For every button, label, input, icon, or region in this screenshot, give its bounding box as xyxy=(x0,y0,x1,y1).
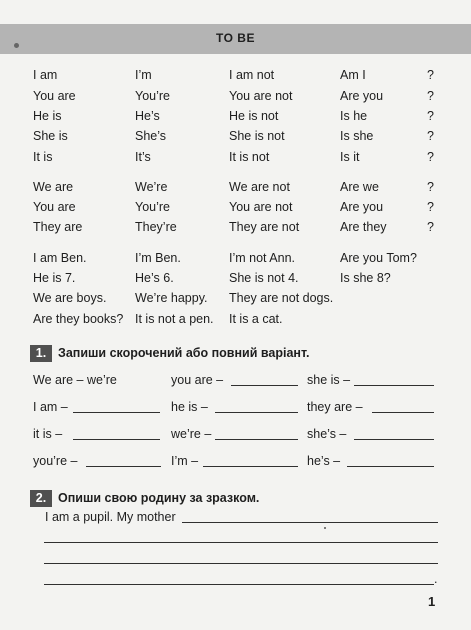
exercise-prompt: she’s – xyxy=(307,427,347,441)
conj-full: He is xyxy=(33,109,62,123)
exercise-prompt: I am – xyxy=(33,400,68,414)
answer-blank[interactable] xyxy=(231,385,298,386)
conj-negative: You are not xyxy=(229,200,293,214)
conj-negative: He is not xyxy=(229,109,279,123)
example-cell: Is she 8? xyxy=(340,271,391,285)
conj-full: They are xyxy=(33,220,83,234)
conj-question: Are you xyxy=(340,89,384,103)
conj-question: Is he xyxy=(340,109,368,123)
header-bar xyxy=(0,24,471,54)
conj-question: Is it xyxy=(340,150,360,164)
conj-question: Are we xyxy=(340,180,379,194)
conj-negative: You are not xyxy=(229,89,293,103)
exercise-prompt: he’s – xyxy=(307,454,341,468)
question-mark: ? xyxy=(427,180,434,194)
stray-dot xyxy=(324,527,326,529)
question-mark: ? xyxy=(427,129,434,143)
answer-blank[interactable] xyxy=(203,466,298,467)
answer-blank[interactable] xyxy=(73,412,160,413)
conj-short: I’m xyxy=(135,68,152,82)
exercise-prompt: I’m – xyxy=(171,454,199,468)
exercise-number-badge: 1. xyxy=(30,345,52,362)
conj-negative: She is not xyxy=(229,129,285,143)
answer-blank[interactable] xyxy=(354,385,434,386)
conj-negative: I am not xyxy=(229,68,275,82)
example-cell: I am Ben. xyxy=(33,251,87,265)
exercise-example: We are – we’re xyxy=(33,373,117,387)
question-mark: ? xyxy=(427,150,434,164)
example-cell: We’re happy. xyxy=(135,291,208,305)
exercise-number-badge: 2. xyxy=(30,490,52,507)
conj-full: It is xyxy=(33,150,53,164)
conj-short: She’s xyxy=(135,129,167,143)
question-mark: ? xyxy=(427,68,434,82)
conj-full: We are xyxy=(33,180,74,194)
answer-blank[interactable] xyxy=(372,412,434,413)
writing-line[interactable] xyxy=(182,522,438,523)
example-cell: I’m Ben. xyxy=(135,251,181,265)
writing-line[interactable] xyxy=(44,584,434,585)
conj-full: You are xyxy=(33,200,76,214)
answer-blank[interactable] xyxy=(215,439,298,440)
conj-negative: It is not xyxy=(229,150,270,164)
exercise-prompt: it is – xyxy=(33,427,63,441)
exercise-prompt: you’re – xyxy=(33,454,78,468)
conj-question: Are they xyxy=(340,220,387,234)
answer-blank[interactable] xyxy=(73,439,160,440)
example-cell: Are you Tom? xyxy=(340,251,417,265)
exercise-prompt: he is – xyxy=(171,400,208,414)
exercise-prompt: they are – xyxy=(307,400,363,414)
conj-short: He’s xyxy=(135,109,160,123)
bullet-dot xyxy=(14,43,19,48)
conj-short: They’re xyxy=(135,220,177,234)
example-cell: Are they books? xyxy=(33,312,124,326)
example-cell: We are boys. xyxy=(33,291,107,305)
writing-line[interactable] xyxy=(44,563,438,564)
conj-full: She is xyxy=(33,129,68,143)
conj-negative: We are not xyxy=(229,180,290,194)
exercise-prompt: we’re – xyxy=(171,427,212,441)
answer-blank[interactable] xyxy=(215,412,298,413)
conj-short: You’re xyxy=(135,200,170,214)
exercise-title: Опиши свою родину за зразком. xyxy=(58,491,260,505)
question-mark: ? xyxy=(427,109,434,123)
answer-blank[interactable] xyxy=(347,466,434,467)
conj-short: We’re xyxy=(135,180,168,194)
example-cell: He’s 6. xyxy=(135,271,174,285)
answer-blank[interactable] xyxy=(86,466,161,467)
example-cell: It is not a pen. xyxy=(135,312,214,326)
page-number: 1 xyxy=(428,594,436,609)
example-cell: They are not dogs. xyxy=(229,291,334,305)
exercise-title: Запиши скорочений або повний варіант. xyxy=(58,346,310,360)
example-cell: I’m not Ann. xyxy=(229,251,296,265)
exercise-prompt: you are – xyxy=(171,373,224,387)
question-mark: ? xyxy=(427,89,434,103)
conj-question: Are you xyxy=(340,200,384,214)
exercise-prompt: she is – xyxy=(307,373,351,387)
conj-full: You are xyxy=(33,89,76,103)
page-title: TO BE xyxy=(216,31,255,45)
conj-negative: They are not xyxy=(229,220,300,234)
example-cell: It is a cat. xyxy=(229,312,283,326)
example-cell: She is not 4. xyxy=(229,271,299,285)
conj-short: You’re xyxy=(135,89,170,103)
end-period: . xyxy=(434,572,438,586)
conj-full: I am xyxy=(33,68,58,82)
answer-blank[interactable] xyxy=(354,439,434,440)
conj-question: Am I xyxy=(340,68,366,82)
example-cell: He is 7. xyxy=(33,271,76,285)
writing-line[interactable] xyxy=(44,542,438,543)
writing-prompt: I am a pupil. My mother xyxy=(45,510,176,524)
conj-short: It’s xyxy=(135,150,151,164)
question-mark: ? xyxy=(427,220,434,234)
conj-question: Is she xyxy=(340,129,374,143)
question-mark: ? xyxy=(427,200,434,214)
